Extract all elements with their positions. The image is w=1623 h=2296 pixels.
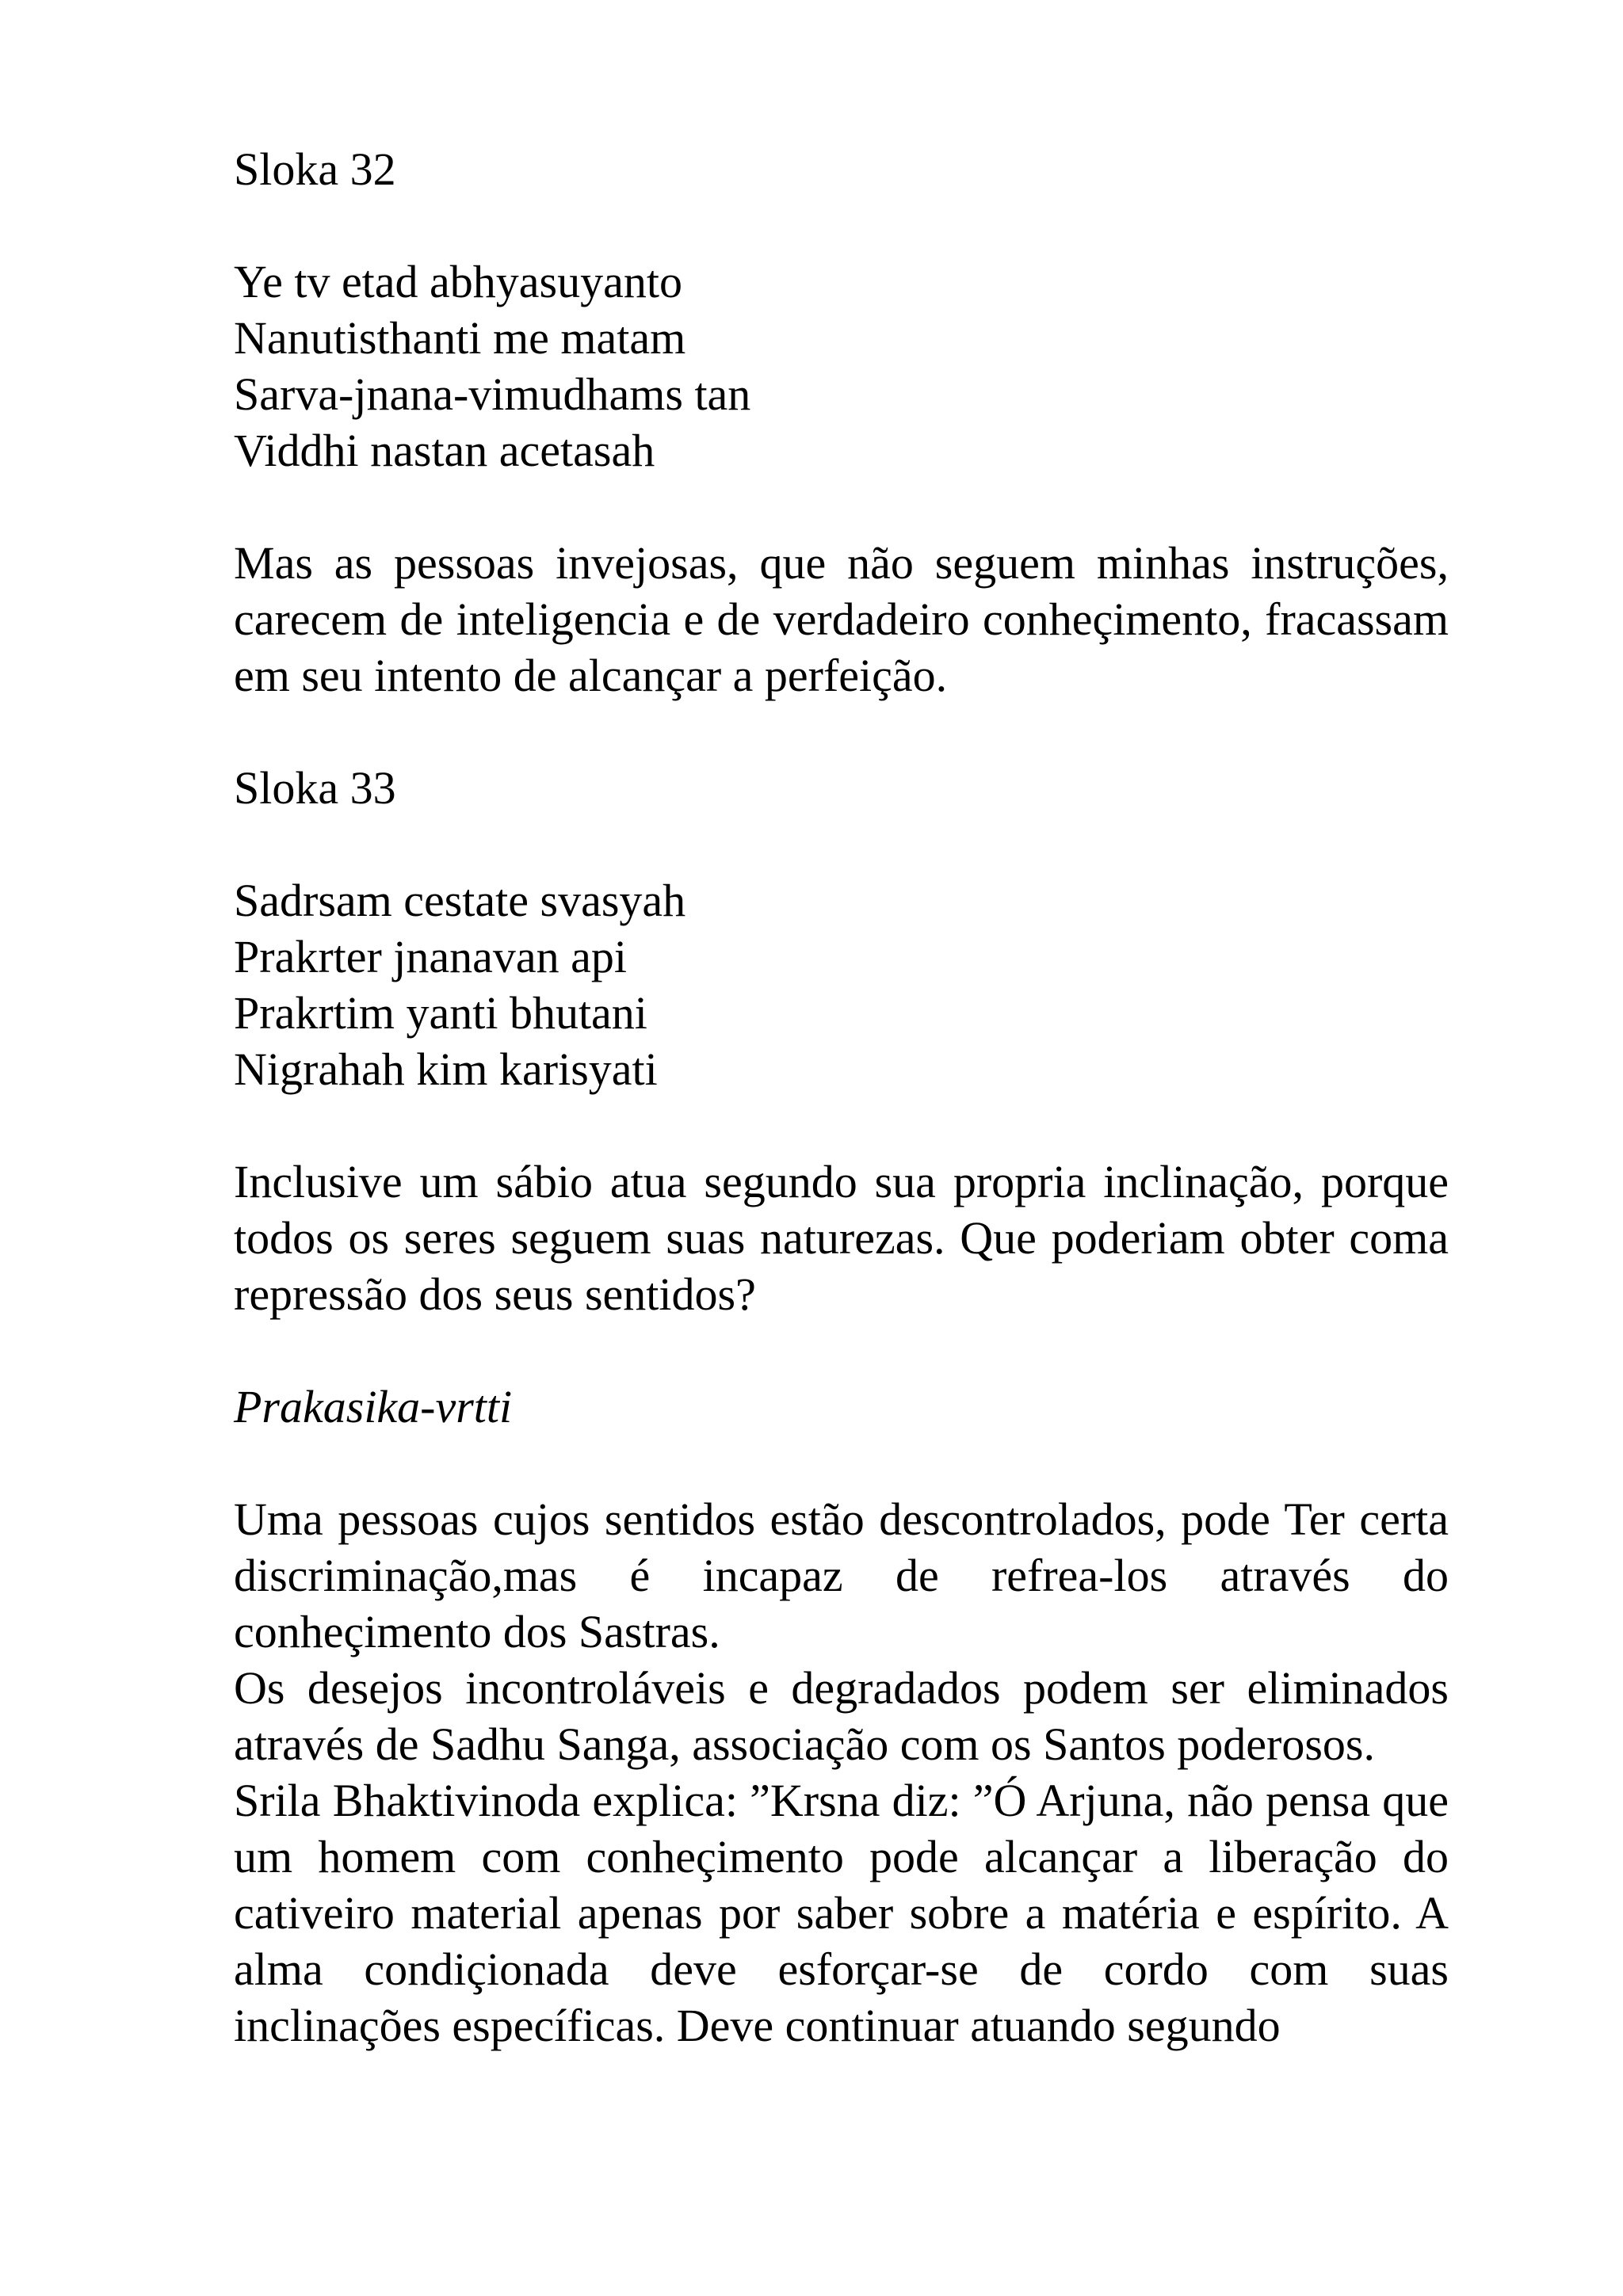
sloka-32-heading: Sloka 32	[234, 143, 396, 195]
spacer	[234, 479, 1449, 535]
verse-line: Viddhi nastan acetasah	[234, 425, 655, 476]
verse-line: Sadrsam cestate svasyah	[234, 875, 686, 926]
sloka-33-verse	[234, 872, 1449, 1097]
sloka-32-verse	[234, 254, 1449, 479]
document-page	[234, 141, 1449, 2054]
verse-line: Prakrtim yanti bhutani	[234, 987, 647, 1039]
commentary-paragraph: Srila Bhaktivinoda explica: ”Krsna diz: ”Ó Arjuna, não pensa que um homem com conheçimento pode alcançar a liberação do cativeiro material apenas por saber sobre a matéria e espírito. A alma condiçionada deve esforçar-se de cordo com suas inclinações específicas. Deve continuar atuando segundo	[234, 1775, 1449, 2051]
commentary-heading: Prakasika-vrtti	[234, 1381, 513, 1432]
spacer	[234, 1097, 1449, 1154]
verse-line: Prakrter jnanavan api	[234, 931, 628, 982]
sloka-32-translation: Mas as pessoas invejosas, que não seguem minhas instruções, carecem de inteligencia e de verdadeiro conheçimento, fracassam em seu intento de alcançar a perfeição.	[234, 537, 1449, 701]
verse-line: Nanutisthanti me matam	[234, 312, 686, 364]
verse-line: Ye tv etad abhyasuyanto	[234, 256, 682, 307]
sloka-33-translation: Inclusive um sábio atua segundo sua propria inclinação, porque todos os seres seguem suas naturezas. Que poderiam obter coma repressão dos seus sentidos?	[234, 1156, 1449, 1320]
commentary-paragraph: Uma pessoas cujos sentidos estão descontrolados, pode Ter certa discriminação,mas é incapaz de refrea-los através do conheçimento dos Sastras.	[234, 1493, 1449, 1657]
spacer	[234, 197, 1449, 254]
spacer	[234, 1322, 1449, 1379]
spacer	[234, 704, 1449, 760]
verse-line: Nigrahah kim karisyati	[234, 1043, 658, 1095]
spacer	[234, 1435, 1449, 1491]
commentary-paragraph: Os desejos incontroláveis e degradados podem ser eliminados através de Sadhu Sanga, associação com os Santos poderosos.	[234, 1662, 1449, 1770]
sloka-33-heading: Sloka 33	[234, 762, 396, 814]
verse-line: Sarva-jnana-vimudhams tan	[234, 368, 751, 420]
spacer	[234, 816, 1449, 872]
